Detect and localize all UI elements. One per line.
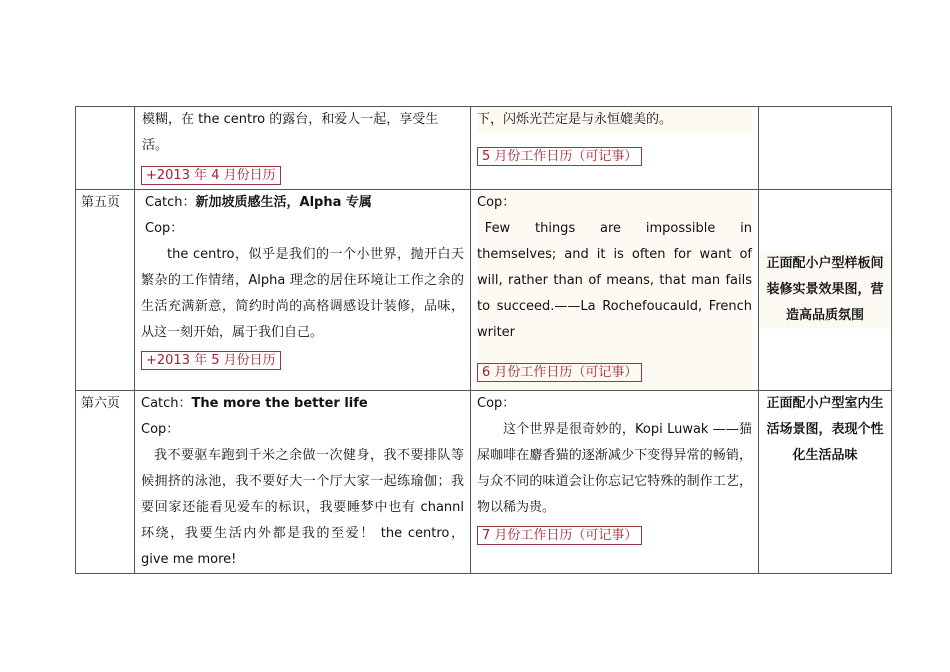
page-cell: 第五页 bbox=[76, 190, 135, 391]
catch-label: Catch： bbox=[145, 195, 196, 210]
note-cell bbox=[759, 391, 892, 574]
catch-text: The more the better life bbox=[191, 396, 368, 411]
copy-cell bbox=[135, 107, 471, 190]
table-row bbox=[76, 107, 892, 190]
mid-cell bbox=[471, 391, 759, 574]
calendar-label: 5 月份工作日历（可记事） bbox=[477, 147, 642, 166]
catch-text: 新加坡质感生活，Alpha 专属 bbox=[195, 195, 372, 210]
calendar-label: 7 月份工作日历（可记事） bbox=[477, 526, 642, 545]
cop-label: Cop： bbox=[145, 221, 184, 236]
cop-label: Cop： bbox=[141, 422, 180, 437]
mid-body: 这个世界是很奇妙的，Kopi Luwak ——猫屎咖啡在麝香猫的逐渐减少下变得异常的畅销，与众不同的味道会让你忘记它特殊的制作工艺，物以稀为贵。 bbox=[477, 422, 752, 515]
mid-text: 下，闪烁光芒定是与永恒媲美的。 bbox=[477, 107, 752, 133]
table-row bbox=[76, 391, 892, 574]
table-row bbox=[76, 190, 892, 391]
page-cell: 第六页 bbox=[76, 391, 135, 574]
calendar-label: +2013 年 4 月份日历 bbox=[141, 166, 281, 185]
note-text: 正面配小户型样板间装修实景效果图，营造高品质氛围 bbox=[759, 251, 891, 329]
copy-body: 我不要驱车跑到千米之余做一次健身，我不要排队等候拥挤的泳池，我不要好大一个厅大家一起练瑜伽；我要回家还能看见爱车的标识，我要睡梦中也有 channl 环绕，我要生活内外都是我的至爱！ the centro， give me more! bbox=[141, 448, 464, 567]
mid-body: Few things are impossible in themselves; and it is often for want of will, rather than of means, that man fails to succeed.——La Rochefoucauld, French writer bbox=[477, 221, 752, 340]
note-cell bbox=[759, 190, 892, 391]
note-cell bbox=[759, 107, 892, 190]
page-cell bbox=[76, 107, 135, 190]
cop-label: Cop： bbox=[477, 396, 516, 411]
calendar-label: +2013 年 5 月份日历 bbox=[141, 351, 281, 370]
note-text: 正面配小户型室内生活场景图，表现个性化生活品味 bbox=[766, 396, 884, 463]
copy-text: 模糊，在 the centro 的露台，和爱人一起，享受生活。 bbox=[142, 112, 439, 153]
catch-label: Catch： bbox=[141, 396, 192, 411]
cop-label: Cop： bbox=[477, 195, 516, 210]
mid-cell bbox=[471, 190, 759, 391]
copy-cell bbox=[135, 391, 471, 574]
copy-cell bbox=[135, 190, 471, 391]
copy-body: the centro，似乎是我们的一个小世界，抛开白天繁杂的工作情绪，Alpha 理念的居住环境让工作之余的生活充满新意，简约时尚的高格调感设计装修，品味，从这一刻开始，属于我们自己。 bbox=[141, 247, 464, 340]
document-table bbox=[75, 106, 892, 574]
mid-cell bbox=[471, 107, 759, 190]
calendar-label: 6 月份工作日历（可记事） bbox=[477, 363, 642, 382]
